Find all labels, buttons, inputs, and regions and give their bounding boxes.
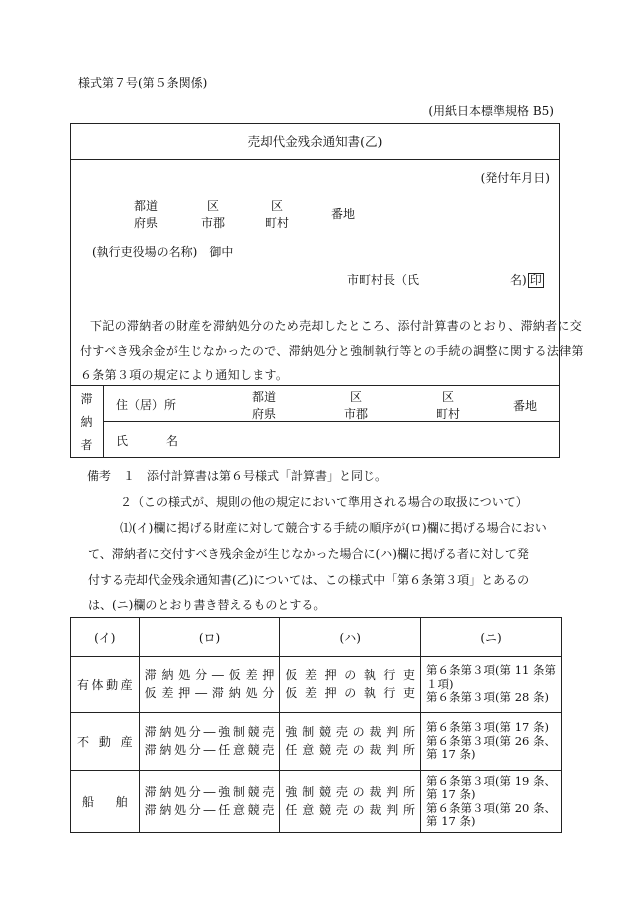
property-label: 不動産 xyxy=(77,735,133,749)
replacement-line: 第 17 条) xyxy=(426,747,476,762)
table-row xyxy=(71,713,562,771)
property-label: 有体動産 xyxy=(77,678,133,692)
order-cell xyxy=(139,713,280,771)
recipient-cell xyxy=(280,713,421,771)
replacement-line: 第 17 条) xyxy=(426,813,476,828)
remark-line: 付する売却代金残余通知書(乙)については、この様式中「第６条第３項」とあるの xyxy=(88,573,530,587)
taxpayer-todofuken xyxy=(244,389,284,424)
recipient-line: 仮差押の執行吏 xyxy=(285,668,416,683)
table-row xyxy=(71,657,562,713)
taxpayer-label-char: 者 xyxy=(80,437,93,452)
replacement-cell xyxy=(421,771,562,833)
signer-suffix xyxy=(510,273,544,288)
taxpayer-todofuken-top: 都道 xyxy=(251,390,276,404)
replacement-line: 第６条第３項(第 17 条) xyxy=(426,719,549,734)
address-ku-shigun xyxy=(193,198,233,233)
taxpayer-name-label-2: 名 xyxy=(166,434,179,448)
column-header-i: (イ) xyxy=(71,618,140,657)
signer-name-suffix: 名) xyxy=(510,273,527,287)
property-cell xyxy=(71,713,140,771)
address-banchi: 番地 xyxy=(331,207,356,221)
taxpayer-label-char: 納 xyxy=(80,414,93,429)
taxpayer-label-divider xyxy=(103,385,104,458)
order-line: 滞納処分―強制競売 xyxy=(144,785,275,800)
order-line: 滞納処分―任意競売 xyxy=(144,802,275,817)
column-header-ha: (ハ) xyxy=(280,618,421,657)
taxpayer-ku1-top: 区 xyxy=(349,390,362,404)
order-line: 滞納処分―仮差押 xyxy=(144,668,275,683)
recipient-cell xyxy=(280,657,421,713)
recipient-office: (執行吏役場の名称) 御中 xyxy=(92,245,234,259)
taxpayer-banchi: 番地 xyxy=(513,399,538,413)
recipient-line: 仮差押の執行吏 xyxy=(285,685,416,700)
address-ku1-bottom: 市郡 xyxy=(200,216,225,231)
address-todofuken xyxy=(126,198,166,233)
replacement-line: 第 17 条) xyxy=(426,787,476,802)
taxpayer-ku1-bottom: 市郡 xyxy=(343,407,368,422)
taxpayer-ku-shigun xyxy=(336,389,376,424)
replacement-line: 第６条第３項(第 19 条、 xyxy=(426,774,556,789)
replacement-line: 第６条第３項(第 20 条、 xyxy=(426,800,556,815)
recipient-line: 任意競売の裁判所 xyxy=(285,802,416,817)
replacement-table xyxy=(70,617,562,833)
seal-mark: 印 xyxy=(529,273,542,287)
replacement-cell xyxy=(421,657,562,713)
order-line: 滞納処分―任意競売 xyxy=(144,742,275,757)
column-header-ro: (ロ) xyxy=(139,618,280,657)
signer-prefix: 市町村長（氏 xyxy=(347,273,420,287)
order-line: 滞納処分―強制競売 xyxy=(144,725,275,740)
replacement-line: １項) xyxy=(426,676,454,691)
paper-size: (用紙日本標準規格 B5) xyxy=(428,104,554,118)
address-todofuken-bottom: 府県 xyxy=(133,216,158,231)
taxpayer-name-label-1: 氏 xyxy=(116,434,129,448)
column-header-ni: (ニ) xyxy=(421,618,562,657)
order-cell xyxy=(139,771,280,833)
table-row xyxy=(71,771,562,833)
taxpayer-ku-chouson xyxy=(428,389,468,424)
replacement-line: 第６条第３項(第 28 条) xyxy=(426,690,549,705)
issue-date: (発付年月日) xyxy=(480,171,550,185)
property-label: 船舶 xyxy=(82,795,128,809)
recipient-line: 強制競売の裁判所 xyxy=(285,785,416,800)
taxpayer-label xyxy=(70,388,103,456)
address-ku2-bottom: 町村 xyxy=(264,216,289,231)
replacement-line: 第６条第３項(第 26 条、 xyxy=(426,733,556,748)
form-number: 様式第７号(第５条関係) xyxy=(78,76,208,90)
taxpayer-todofuken-bottom: 府県 xyxy=(251,407,276,422)
remark-line: て、滞納者に交付すべき残余金が生じなかった場合に(ハ)欄に掲げる者に対して発 xyxy=(88,547,529,561)
taxpayer-address-label: 住（居）所 xyxy=(116,398,177,412)
remark-line: 備考 １ 添付計算書は第６号様式「計算書」と同じ。 xyxy=(87,469,388,483)
address-todofuken-top: 都道 xyxy=(133,199,158,213)
remark-line: ２（この様式が、規則の他の規定において準用される場合の取扱について） xyxy=(120,495,528,509)
recipient-line: 任意競売の裁判所 xyxy=(285,742,416,757)
property-cell xyxy=(71,771,140,833)
address-ku1-top: 区 xyxy=(206,199,219,213)
form-title: 売却代金残余通知書(乙) xyxy=(247,134,383,149)
body-line: 下記の滞納者の財産を滞納処分のため売却したところ、添付計算書のとおり、滞納者に交 xyxy=(90,319,583,333)
replacement-line: 第６条第３項(第 11 条第 xyxy=(426,662,556,677)
taxpayer-row-divider xyxy=(103,421,560,422)
taxpayer-ku2-bottom: 町村 xyxy=(435,407,460,422)
order-line: 仮差押―滞納処分 xyxy=(144,685,275,700)
table-header-row xyxy=(71,618,562,657)
notice-body xyxy=(80,314,584,388)
address-ku-chouson xyxy=(257,198,297,233)
order-cell xyxy=(139,657,280,713)
replacement-cell xyxy=(421,713,562,771)
body-line: ６条第３項の規定により通知します。 xyxy=(80,368,289,383)
address-ku2-top: 区 xyxy=(270,199,283,213)
remark-line: は、(ニ)欄のとおり書き替えるものとする。 xyxy=(88,598,326,612)
property-cell xyxy=(71,657,140,713)
recipient-cell xyxy=(280,771,421,833)
body-line: 付すべき残余金が生じなかったので、滞納処分と強制執行等との手続の調整に関する法律第 xyxy=(80,343,584,358)
taxpayer-label-char: 滞 xyxy=(80,392,93,406)
taxpayer-ku2-top: 区 xyxy=(441,390,454,404)
title-divider xyxy=(70,159,560,160)
remark-line: ⑴(イ)欄に掲げる財産に対して競合する手続の順序が(ロ)欄に掲げる場合におい xyxy=(120,521,547,535)
recipient-line: 強制競売の裁判所 xyxy=(285,725,416,740)
